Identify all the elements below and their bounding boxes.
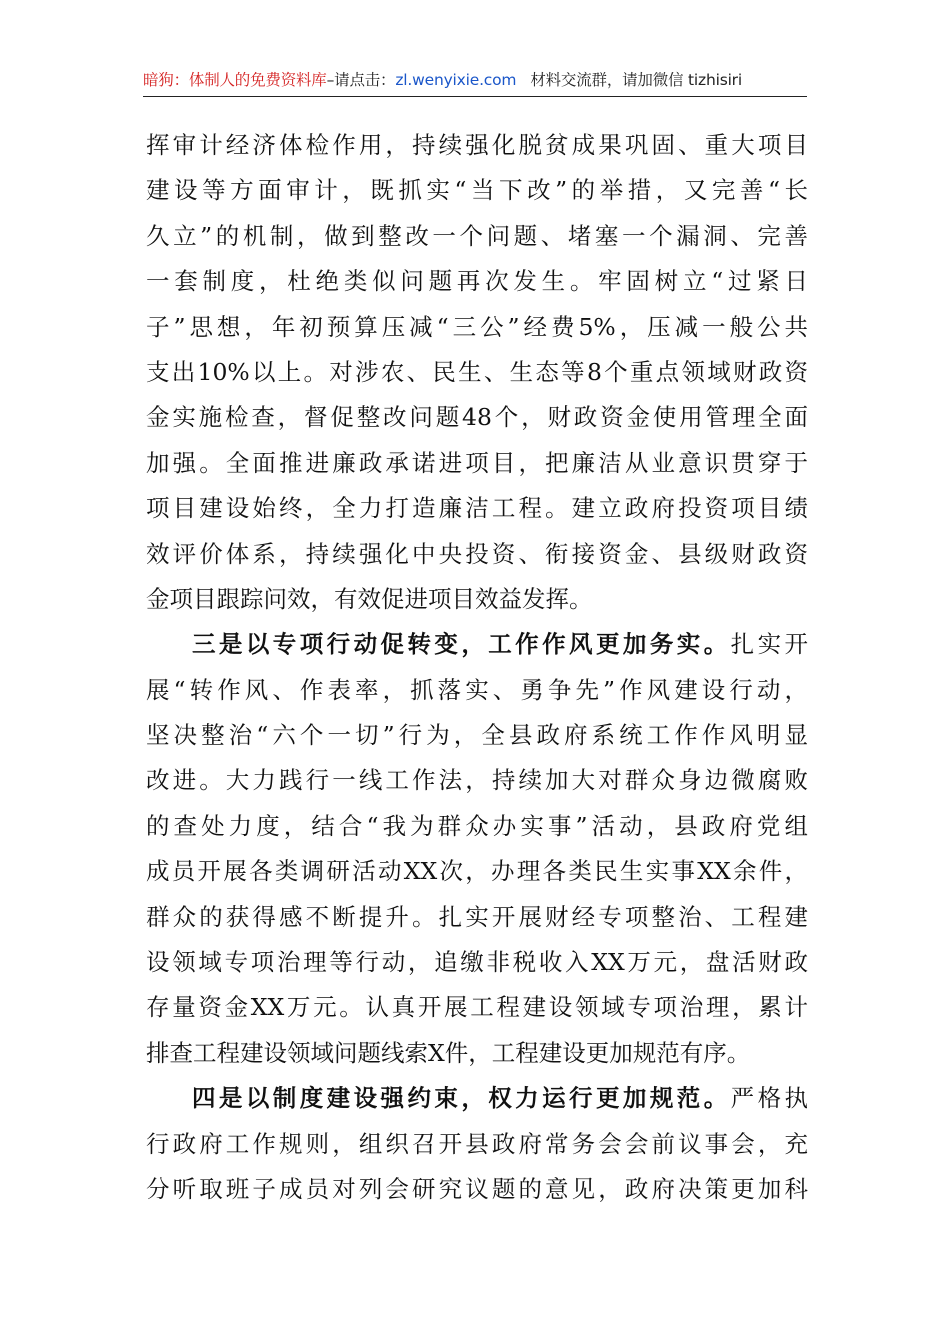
header-click-prompt: –请点击： [326, 71, 396, 89]
heading-continuation: 严格执 [730, 1084, 808, 1113]
paragraph-heading: 三是以专项行动促转变，工作作风更加务实。 [192, 630, 731, 659]
page-header [143, 66, 807, 97]
text-line: 金项目跟踪问效，有效促进项目效益发挥。 [146, 584, 593, 613]
text-line: 存量资金XX万元。认真开展工程建设领域专项治理，累计 [146, 993, 808, 1022]
text-line: 设领域专项治理等行动，追缴非税收入XX万元，盘活财政 [146, 948, 808, 977]
text-line [146, 1076, 808, 1121]
text-line: 久立”的机制，做到整改一个问题、堵塞一个漏洞、完善 [146, 221, 808, 250]
text-line: 支出10%以上。对涉农、民生、生态等8个重点领域财政资 [146, 357, 808, 386]
text-line: 金实施检查，督促整改问题48个，财政资金使用管理全面 [146, 403, 808, 432]
text-line: 子”思想，年初预算压减“三公”经费5%，压减一般公共 [146, 312, 808, 341]
text-line: 效评价体系，持续强化中央投资、衔接资金、县级财政资 [146, 539, 808, 568]
text-line: 展“转作风、作表率，抓落实、勇争先”作风建设行动， [146, 675, 808, 704]
text-line: 分听取班子成员对列会研究议题的意见，政府决策更加科 [146, 1174, 808, 1203]
header-brand: 暗狗：体制人的免费资料库 [143, 71, 327, 89]
paragraph-special-actions [146, 622, 808, 1076]
text-line: 项目建设始终，全力打造廉洁工程。建立政府投资项目绩 [146, 494, 808, 523]
text-line: 一套制度，杜绝类似问题再次发生。牢固树立“过紧日 [146, 267, 808, 296]
text-line: 的查处力度，结合“我为群众办实事”活动，县政府党组 [146, 811, 808, 840]
paragraph-audit [146, 123, 808, 622]
text-line [146, 622, 808, 667]
paragraph-institution-building [146, 1076, 808, 1212]
text-line: 成员开展各类调研活动XX次，办理各类民生实事XX余件， [146, 857, 808, 886]
document-body [146, 123, 808, 1212]
header-contact: 材料交流群，请加微信 tizhisiri [530, 71, 742, 89]
heading-continuation: 扎实开 [730, 630, 808, 659]
text-line: 建设等方面审计，既抓实“当下改”的举措，又完善“长 [146, 176, 808, 205]
text-line: 排查工程建设领域问题线索X件，工程建设更加规范有序。 [146, 1038, 751, 1067]
header-website-link[interactable]: zl.wenyixie.com [395, 71, 517, 89]
text-line: 加强。全面推进廉政承诺进项目，把廉洁从业意识贯穿于 [146, 448, 808, 477]
paragraph-heading: 四是以制度建设强约束，权力运行更加规范。 [192, 1084, 731, 1113]
text-line: 改进。大力践行一线工作法，持续加大对群众身边微腐败 [146, 766, 808, 795]
text-line: 行政府工作规则，组织召开县政府常务会会前议事会，充 [146, 1129, 808, 1158]
text-line: 坚决整治“六个一切”行为，全县政府系统工作作风明显 [146, 721, 808, 750]
text-line: 群众的获得感不断提升。扎实开展财经专项整治、工程建 [146, 902, 808, 931]
text-line: 挥审计经济体检作用，持续强化脱贫成果巩固、重大项目 [146, 131, 808, 159]
